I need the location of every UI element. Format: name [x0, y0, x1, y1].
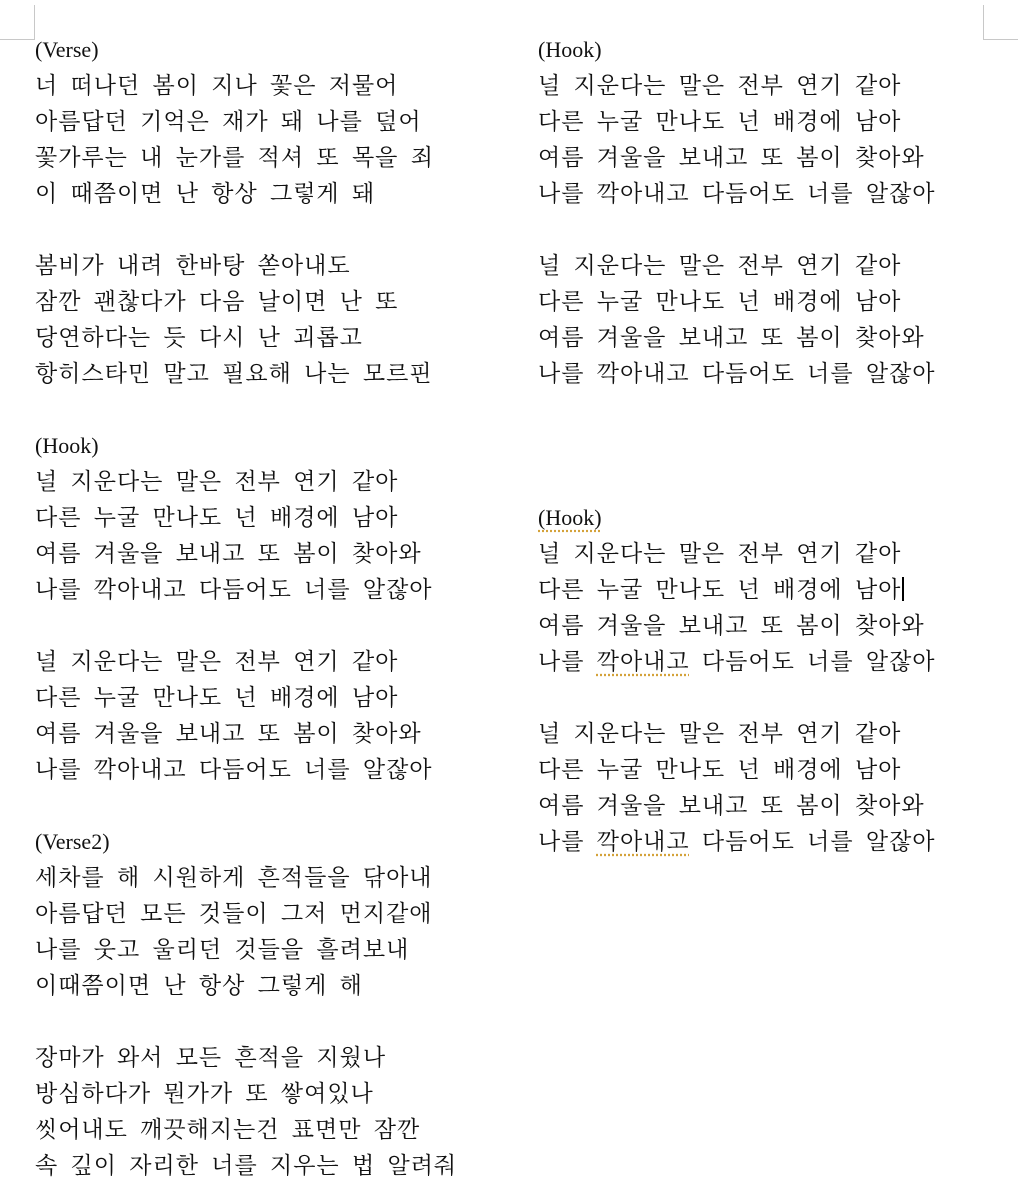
lyric-line: 아름답던 기억은 재가 돼 나를 덮어 [35, 109, 422, 135]
lyric-line: 나를 웃고 울리던 것들을 흘려보내 [35, 937, 410, 963]
verse2-section [35, 824, 505, 1184]
lyric-text: 다른 누굴 만나도 넌 배경에 남아 [538, 577, 902, 603]
lyric-line: 다른 누굴 만나도 넌 배경에 남아 [538, 109, 902, 135]
lyric-line [538, 644, 1008, 680]
lyric-line: 여름 겨울을 보내고 또 봄이 찾아와 [35, 721, 422, 747]
lyric-line: 여름 겨울을 보내고 또 봄이 찾아와 [35, 541, 422, 567]
lyric-text: 다듬어도 너를 알잖아 [689, 829, 936, 855]
empty-line [35, 608, 505, 644]
lyric-line: 다른 누굴 만나도 넌 배경에 남아 [538, 757, 902, 783]
lyric-line: 씻어내도 깨끗해지는건 표면만 잠깐 [35, 1117, 421, 1143]
page-corner-mark-top-left [0, 5, 35, 40]
hook1-section [35, 428, 505, 824]
lyric-text: 나를 [538, 649, 597, 675]
lyric-line: 세차를 해 시원하게 흔적들을 닦아내 [35, 865, 433, 891]
lyric-line: 너 떠나던 봄이 지나 꽃은 저물어 [35, 73, 399, 99]
lyric-line: 널 지운다는 말은 전부 연기 같아 [538, 721, 902, 747]
text-cursor [902, 577, 904, 601]
lyric-line: 널 지운다는 말은 전부 연기 같아 [35, 649, 399, 675]
section-heading: (Hook) [35, 433, 99, 458]
lyric-line: 다른 누굴 만나도 넌 배경에 남아 [35, 505, 399, 531]
spellcheck-marked-word: (Hook) [538, 505, 602, 530]
empty-line [35, 212, 505, 248]
lyric-line: 널 지운다는 말은 전부 연기 같아 [35, 469, 399, 495]
hook2-section [538, 32, 1008, 500]
lyric-line [538, 572, 1008, 608]
lyric-line: 꽃가루는 내 눈가를 적셔 또 목을 죄 [35, 145, 434, 171]
section-heading [538, 500, 1008, 536]
section-heading: (Verse) [35, 37, 99, 62]
section-heading: (Hook) [538, 37, 602, 62]
lyric-line: 여름 겨울을 보내고 또 봄이 찾아와 [538, 613, 925, 639]
lyric-line: 나를 깍아내고 다듬어도 너를 알잖아 [538, 181, 936, 207]
lyric-line: 여름 겨울을 보내고 또 봄이 찾아와 [538, 145, 925, 171]
lyric-line: 방심하다가 뭔가가 또 쌓여있나 [35, 1081, 374, 1107]
lyric-line: 당연하다는 듯 다시 난 괴롭고 [35, 325, 363, 351]
empty-line [35, 392, 505, 428]
lyric-line: 널 지운다는 말은 전부 연기 같아 [538, 73, 902, 99]
empty-line [35, 788, 505, 824]
right-column [538, 32, 1008, 860]
empty-line [538, 680, 1008, 716]
lyric-line: 장마가 와서 모든 흔적을 지웠나 [35, 1045, 387, 1071]
lyric-line: 이 때쯤이면 난 항상 그렇게 돼 [35, 181, 376, 207]
lyric-line: 널 지운다는 말은 전부 연기 같아 [538, 541, 902, 567]
empty-line [538, 212, 1008, 248]
spellcheck-marked-word: 깍아내고 [596, 649, 690, 675]
lyric-line: 봄비가 내려 한바탕 쏟아내도 [35, 253, 351, 279]
section-heading: (Verse2) [35, 829, 110, 854]
lyric-line: 항히스타민 말고 필요해 나는 모르핀 [35, 361, 433, 387]
lyric-line: 다른 누굴 만나도 넌 배경에 남아 [538, 289, 902, 315]
lyric-line: 나를 깍아내고 다듬어도 너를 알잖아 [35, 577, 433, 603]
empty-line [35, 1004, 505, 1040]
empty-lines [538, 392, 1008, 500]
lyric-line [538, 824, 1008, 860]
lyric-line: 나를 깍아내고 다듬어도 너를 알잖아 [35, 757, 433, 783]
lyric-line: 여름 겨울을 보내고 또 봄이 찾아와 [538, 793, 925, 819]
hook3-section [538, 500, 1008, 860]
lyric-text: 다듬어도 너를 알잖아 [689, 649, 936, 675]
spellcheck-marked-word: 깍아내고 [596, 829, 690, 855]
lyric-line: 널 지운다는 말은 전부 연기 같아 [538, 253, 902, 279]
lyric-line: 다른 누굴 만나도 넌 배경에 남아 [35, 685, 399, 711]
verse1-section [35, 32, 505, 428]
lyric-line: 잠깐 괜찮다가 다음 날이면 난 또 [35, 289, 399, 315]
lyric-line: 아름답던 모든 것들이 그저 먼지같애 [35, 901, 433, 927]
left-column [35, 32, 505, 1184]
lyric-line: 여름 겨울을 보내고 또 봄이 찾아와 [538, 325, 925, 351]
lyric-line: 속 깊이 자리한 너를 지우는 법 알려줘 [35, 1153, 458, 1179]
lyric-line: 나를 깍아내고 다듬어도 너를 알잖아 [538, 361, 936, 387]
lyric-line: 이때쯤이면 난 항상 그렇게 해 [35, 973, 363, 999]
lyric-text: 나를 [538, 829, 597, 855]
